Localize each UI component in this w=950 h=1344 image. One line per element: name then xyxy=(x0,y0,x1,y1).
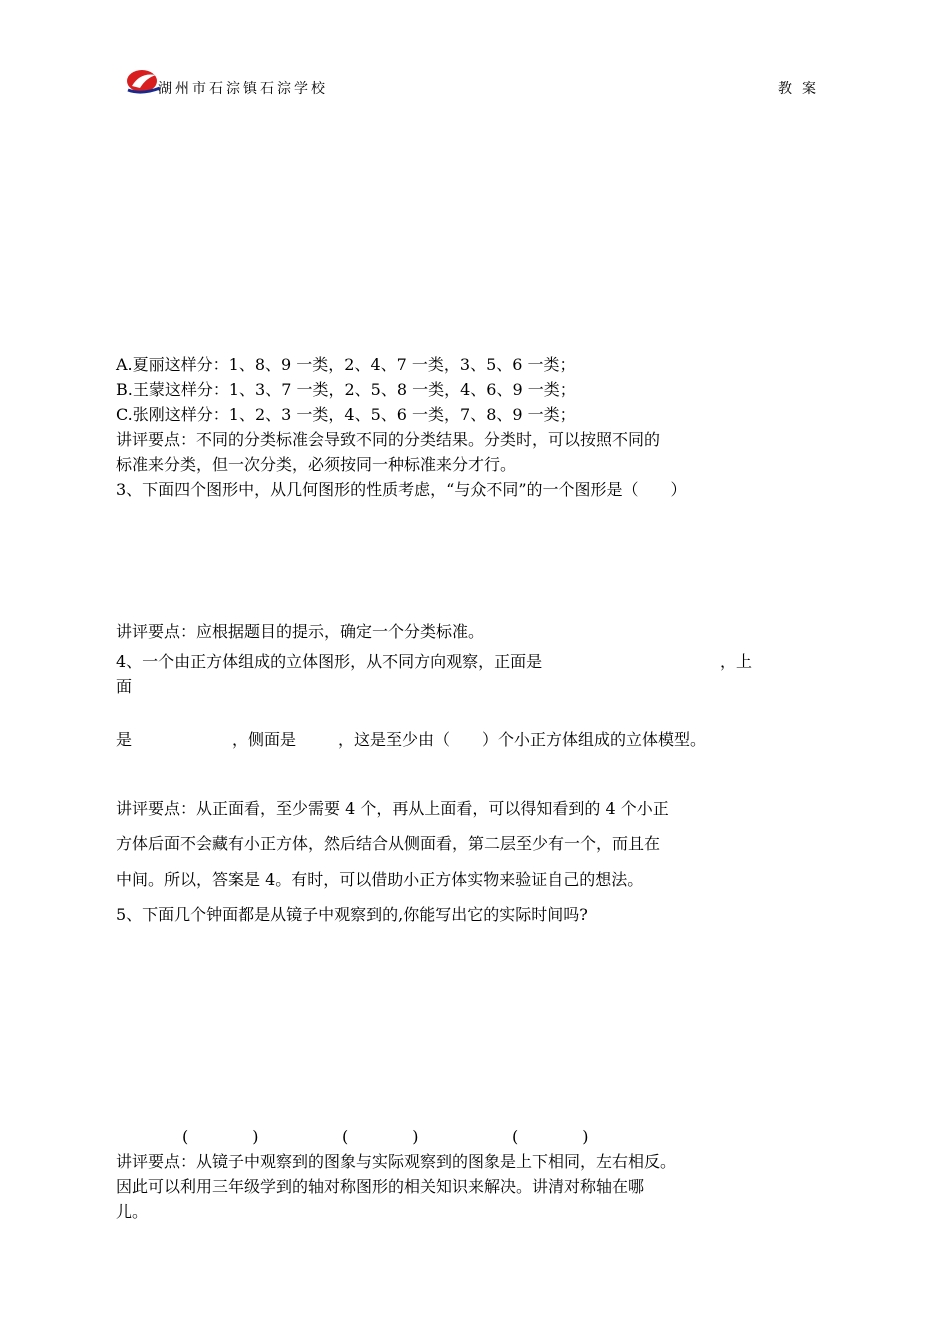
question-4-line: ，侧面是 xyxy=(232,730,297,749)
comment-line: 讲评要点：从正面看，至少需要 4 个，再从上面看，可以得知看到的 4 个小正 xyxy=(116,799,669,818)
comment-line: 因此可以利用三年级学到的轴对称图形的相关知识来解决。讲清对称轴在哪 xyxy=(116,1177,645,1196)
question-4-line: 面 xyxy=(116,677,133,696)
comment-line: 讲评要点：不同的分类标准会导致不同的分类结果。分类时，可以按照不同的 xyxy=(116,430,661,449)
option-a: A.夏丽这样分：1、8、9 一类，2、4、7 一类，3、5、6 一类； xyxy=(116,355,576,374)
question-4-line: 4、一个由正方体组成的立体图形，从不同方向观察，正面是 xyxy=(116,652,543,671)
document-type: 教案 xyxy=(778,81,826,97)
comment-line: 儿。 xyxy=(116,1202,149,1221)
comment-line: 讲评要点：应根据题目的提示，确定一个分类标准。 xyxy=(116,622,485,641)
comment-line: 标准来分类，但一次分类，必须按同一种标准来分才行。 xyxy=(116,455,517,474)
comment-line: 中间。所以，答案是 4。有时，可以借助小正方体实物来验证自己的想法。 xyxy=(116,870,644,889)
question-4-line: 是 xyxy=(116,730,133,749)
comment-line: 方体后面不会藏有小正方体，然后结合从侧面看，第二层至少有一个，而且在 xyxy=(116,834,661,853)
school-logo xyxy=(126,66,162,96)
answer-blank: ( ) xyxy=(342,1127,419,1146)
school-name: 湖州市石淙镇石淙学校 xyxy=(158,81,328,97)
question-4-line: ，这是至少由（ ）个小正方体组成的立体模型。 xyxy=(338,730,707,749)
option-c: C.张刚这样分：1、2、3 一类，4、5、6 一类，7、8、9 一类； xyxy=(116,405,576,424)
option-b: B.王蒙这样分：1、3、7 一类，2、5、8 一类，4、6、9 一类； xyxy=(116,380,576,399)
question-5: 5、下面几个钟面都是从镜子中观察到的,你能写出它的实际时间吗? xyxy=(116,905,588,924)
question-4-line-end: ，上 xyxy=(720,652,753,671)
comment-line: 讲评要点：从镜子中观察到的图象与实际观察到的图象是上下相同，左右相反。 xyxy=(116,1152,677,1171)
question-3: 3、下面四个图形中，从几何图形的性质考虑，“与众不同”的一个图形是（ ） xyxy=(116,480,687,499)
answer-blank: ( ) xyxy=(182,1127,259,1146)
answer-blank: ( ) xyxy=(512,1127,589,1146)
